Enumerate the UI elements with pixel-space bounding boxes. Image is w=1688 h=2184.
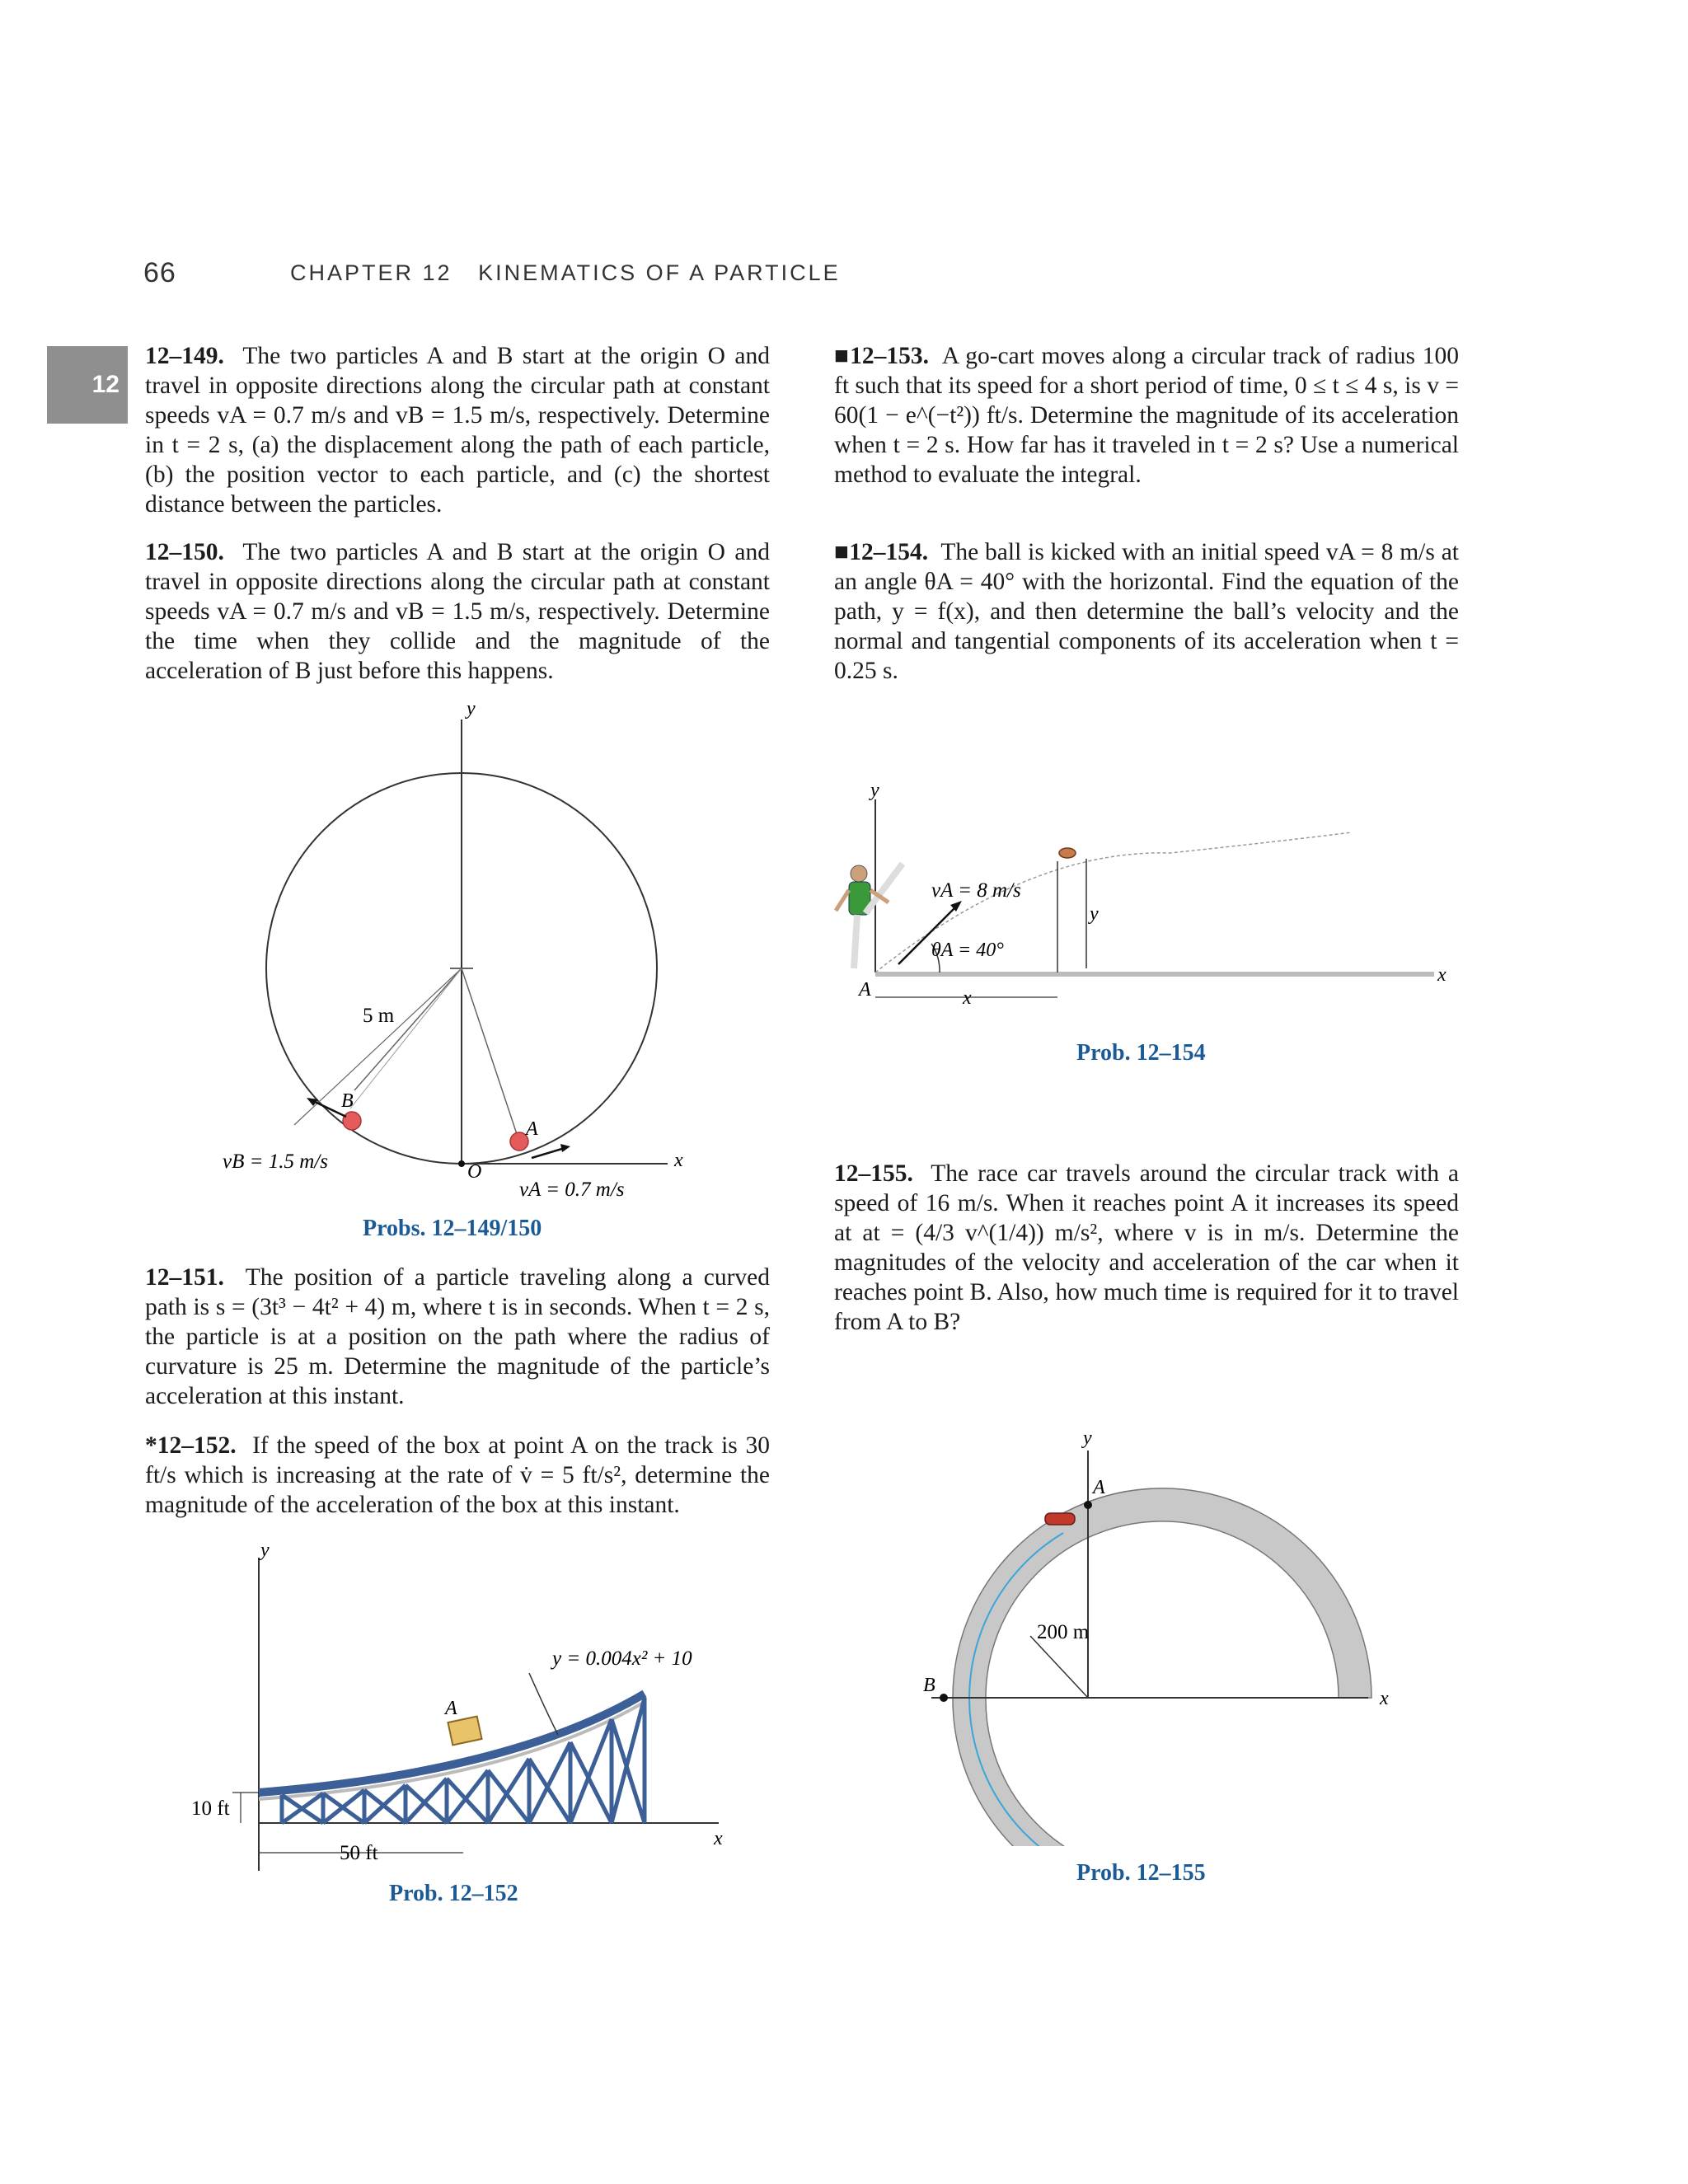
problem-text: The race car travels around the circular track with a speed of 16 m/s. When it reaches point A it increases its speed at at = (4/3 v^(1/4)) m/s², where v is in m/s. Determine the magnitudes of the velocity and acceleration of the car when it reaches point B. Also, how much time is required for it to travel from A to B? xyxy=(834,1160,1460,1335)
caption-12-152: Prob. 12–152 xyxy=(389,1881,518,1906)
box xyxy=(448,1717,481,1746)
chapter-title xyxy=(290,260,841,286)
problem-12-150 xyxy=(145,537,770,686)
race-car xyxy=(1045,1513,1075,1525)
problem-number: 12–155. xyxy=(834,1160,913,1187)
problem-number: ■12–153. xyxy=(834,343,930,369)
y-axis-label: y xyxy=(1083,1427,1092,1449)
x-axis-label: x xyxy=(714,1828,723,1849)
particle-b xyxy=(343,1112,361,1130)
radius-line-a xyxy=(462,968,519,1141)
problem-12-152 xyxy=(145,1431,770,1520)
problem-number: ■12–154. xyxy=(834,539,929,565)
figure-race-track xyxy=(898,1418,1409,1846)
va-label: vA = 0.7 m/s xyxy=(519,1179,625,1201)
problem-text: The two particles A and B start at the origin O and travel in opposite directions along the circular path at constant speeds vA = 0.7 m/s and vB = 1.5 m/s, respectively. Determine in t = 2 s, (a) the displacement along the path of each particle, (b) the position vector to each particle, and (c) the shortest distance between the particles. xyxy=(145,343,770,518)
problem-text: The ball is kicked with an initial speed vA = 8 m/s at an angle θA = 40° with the horizontal. Find the equation of the path, y = f(x), and then determine the ball’s velocity and the normal and tangential components of its acceleration when t = 0.25 s. xyxy=(834,539,1459,684)
x-axis-label: x xyxy=(1380,1688,1389,1709)
label-a: A xyxy=(445,1698,457,1719)
x-axis-label: x xyxy=(674,1150,683,1171)
figure-roller-track xyxy=(183,1533,776,1879)
radius-label: 5 m xyxy=(363,1005,395,1027)
problem-12-151 xyxy=(145,1263,770,1411)
problem-number: 12–150. xyxy=(145,539,224,565)
problem-text: A go-cart moves along a circular track of radius 100 ft such that its speed for a short period of time, 0 ≤ t ≤ 4 s, is v = 60(1 − e^(−t²)) ft/s. Determine the magnitude of its acceleration when t = 2 s. How far has it traveled in t = 2 s? Use a numerical method to evaluate the integral. xyxy=(834,343,1459,488)
caption-12-155: Prob. 12–155 xyxy=(1076,1860,1206,1886)
page-number: 66 xyxy=(143,257,176,288)
label-o: O xyxy=(467,1161,482,1183)
problem-12-153 xyxy=(834,341,1459,490)
label-b: B xyxy=(341,1090,354,1112)
problem-number: *12–152. xyxy=(145,1432,237,1459)
problem-text: The position of a particle traveling along a curved path is s = (3t³ − 4t² + 4) m, where t is in seconds. When t = 2 s, the particle is at a position on the path where the radius of curvature is 25 m. Determine the magnitude of the particle’s acceleration at this instant. xyxy=(145,1264,770,1409)
label-a: A xyxy=(1093,1477,1105,1498)
problem-text: The two particles A and B start at the origin O and travel in opposite directions along the circular path at constant speeds vA = 0.7 m/s and vB = 1.5 m/s, respectively. Determine the time when they collide and the magnitude of the acceleration of B just before this happens. xyxy=(145,539,770,684)
origin-point xyxy=(458,1160,465,1167)
label-a: A xyxy=(859,979,871,1001)
va-label: vA = 8 m/s xyxy=(931,879,1021,902)
width-label: 50 ft xyxy=(340,1842,378,1864)
label-a: A xyxy=(526,1118,538,1140)
problem-12-154 xyxy=(834,537,1459,686)
y-axis-label: y xyxy=(467,698,476,719)
radius-label: 200 m xyxy=(1037,1621,1090,1643)
arrowhead-a xyxy=(560,1144,570,1152)
equation-leader xyxy=(529,1673,558,1735)
theta-label: θA = 40° xyxy=(931,940,1004,961)
x-dim-label: x xyxy=(963,987,972,1009)
radius-line xyxy=(350,968,462,1108)
label-b: B xyxy=(923,1675,935,1696)
problem-text: If the speed of the box at point A on the track is 30 ft/s which is increasing at the rate of v̇ = 5 ft/s², determine the magnitude of the acceleration of the box at this instant. xyxy=(145,1432,770,1518)
vb-label: vB = 1.5 m/s xyxy=(223,1151,328,1173)
y-axis-label: y xyxy=(870,780,879,801)
radius-dimension-line xyxy=(294,968,462,1125)
height-label: 10 ft xyxy=(191,1797,230,1820)
x-axis-label: x xyxy=(1437,964,1447,986)
chapter-name: KINEMATICS OF A PARTICLE xyxy=(478,260,841,285)
y-axis-label: y xyxy=(260,1540,270,1561)
caption-12-154: Prob. 12–154 xyxy=(1076,1040,1206,1066)
kicker-figure xyxy=(836,864,903,968)
problem-number: 12–151. xyxy=(145,1264,224,1291)
problem-number: 12–149. xyxy=(145,343,224,369)
caption-12-149-150: Probs. 12–149/150 xyxy=(363,1216,542,1241)
y-dim-label: y xyxy=(1090,903,1099,925)
track-upper xyxy=(953,1488,1372,1698)
figure-circular-path xyxy=(190,696,758,1224)
chapter-label: CHAPTER 12 xyxy=(290,260,452,285)
problem-12-149 xyxy=(145,341,770,519)
figure-kicked-ball xyxy=(824,766,1484,1030)
equation-label: y = 0.004x² + 10 xyxy=(552,1647,692,1670)
problem-12-155 xyxy=(834,1159,1459,1337)
chapter-side-tab: 12 xyxy=(47,346,128,424)
radius-line-b xyxy=(354,968,462,1090)
point-a xyxy=(1084,1501,1092,1509)
point-b xyxy=(940,1694,948,1702)
radius-line xyxy=(1030,1636,1088,1698)
ball xyxy=(1059,848,1076,858)
